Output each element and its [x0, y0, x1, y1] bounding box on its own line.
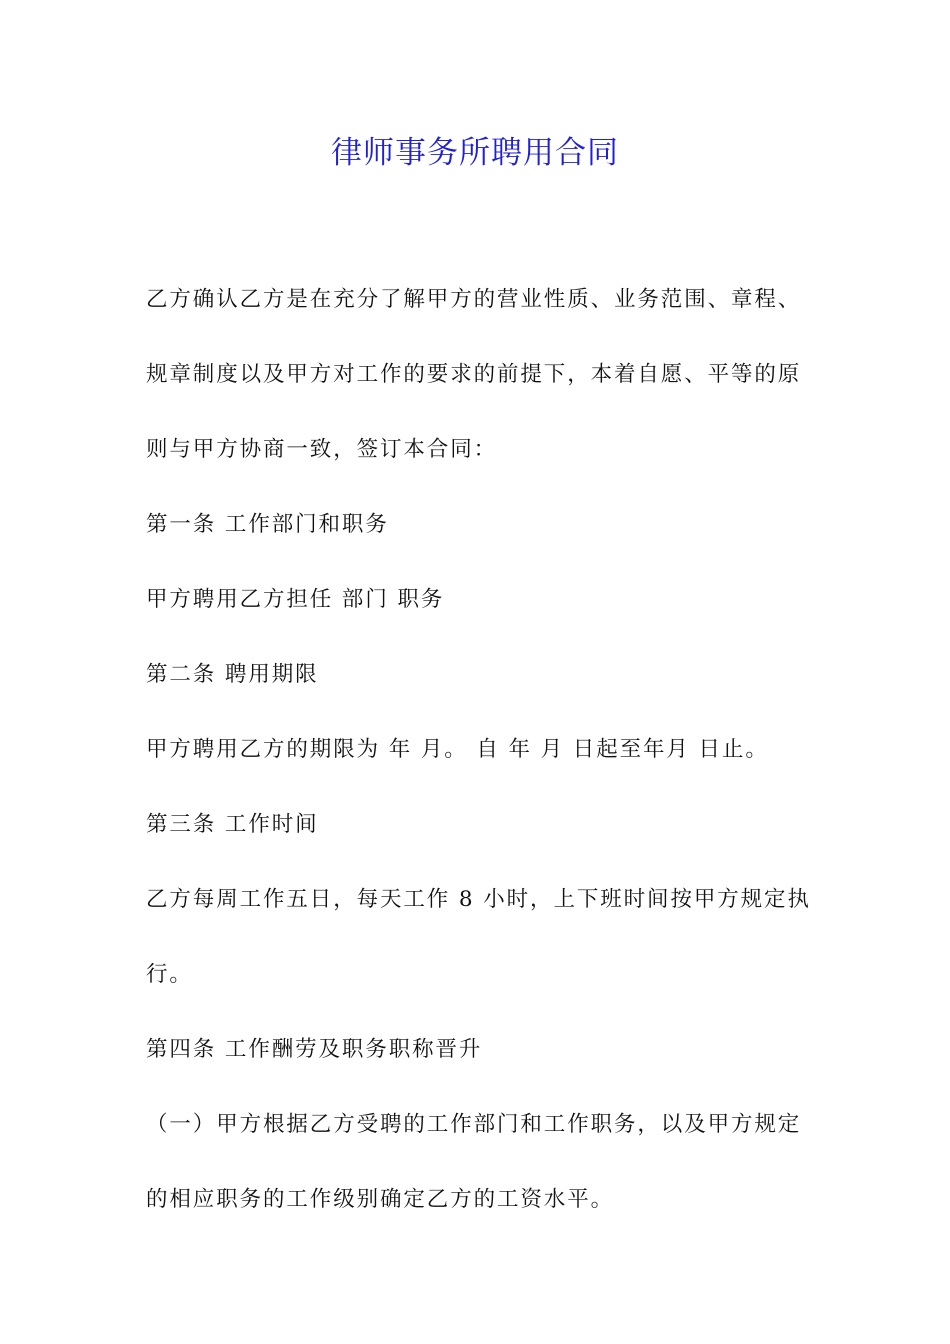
paragraph-preamble: 乙方确认乙方是在充分了解甲方的营业性质、业务范围、章程、规章制度以及甲方对工作的要求的前提下，本着自愿、平等的原则与甲方协商一致，签订本合同： — [146, 287, 802, 462]
document-body — [146, 262, 814, 1237]
article-3-text: 乙方每周工作五日，每天工作 8 小时，上下班时间按甲方规定执行。 — [146, 887, 811, 987]
document-title: 律师事务所聘用合同 — [331, 135, 619, 171]
article-3-heading: 第三条 工作时间 — [146, 812, 319, 837]
article-1-heading: 第一条 工作部门和职务 — [146, 512, 389, 537]
article-4-clause-1: （一）甲方根据乙方受聘的工作部门和工作职务，以及甲方规定的相应职务的工作级别确定乙方的工资水平。 — [146, 1112, 802, 1212]
article-4-heading: 第四条 工作酬劳及职务职称晋升 — [146, 1037, 483, 1062]
article-2-heading: 第二条 聘用期限 — [146, 662, 319, 687]
article-1-text: 甲方聘用乙方担任 部门 职务 — [146, 587, 445, 612]
article-2-text: 甲方聘用乙方的期限为 年 月。 自 年 月 日起至年月 日止。 — [146, 737, 769, 762]
